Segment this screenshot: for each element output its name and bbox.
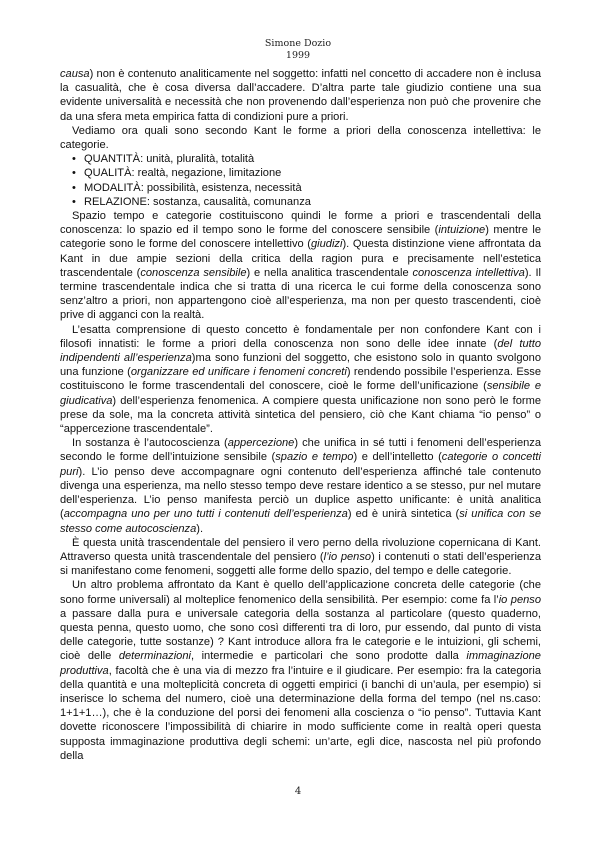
page-header: [0, 38, 596, 62]
italic-text: conoscenza intellettiva: [412, 266, 525, 279]
italic-text: io penso: [498, 593, 541, 606]
italic-text: determinazioni: [118, 650, 191, 663]
text-run: ) e nella analitica trascendentale: [246, 266, 413, 279]
paragraphs-before-list: [60, 67, 541, 152]
text-run: ) che unifica in sé tutti i fenomeni dell’esperienza secondo le forme dell’intuizione sensibile (: [60, 437, 541, 464]
italic-text: conoscenza sensibile: [140, 266, 247, 279]
text-run: , facoltà che è una via di mezzo fra l’intuire e il giudicare. Per esempio: fra la categoria della quantità e una molteplicità concreta di oggetti empirici (i banchi di un’aula, per esempio) si inserisce lo schema del numero, cioè una determinazione della forma del tempo (nel ns.caso: 1+1+1…), che è la conduzione del porsi dei fenomeni alla coscienza o “io penso”. Tuttavia Kant dovette riconoscere l’impossibilità di chiarire in modo sufficiente come in realtà operi questa supposta immaginazione produttiva degli schemi: un’arte, egli dice, nascosta nel più profondo della: [60, 664, 541, 762]
text-run: ). L’io penso deve accompagnare ogni contenuto dell’esperienza affinché tale contenuto divenga una esperienza, ma nello stesso tempo deve restare identico a se stesso, pur nel mutare dell’esperienza. L’io penso manifesta perciò un duplice aspetto unificante: è unità analitica (: [60, 465, 541, 521]
paragraph: [60, 436, 541, 535]
paragraphs-after-list: [60, 209, 541, 763]
header-author: Simone Dozio: [264, 38, 332, 49]
italic-text: spazio e tempo: [275, 451, 354, 464]
text-run: ) e dell’intelletto (: [353, 451, 442, 464]
category-list-item: • QUALITÀ: realtà, negazione, limitazione: [72, 166, 541, 180]
body-text: [60, 67, 541, 763]
text-run: In sostanza è l’autocoscienza (: [72, 437, 228, 450]
text-run: L’esatta comprensione di questo concetto è fondamentale per non confondere Kant con i filosofi innatisti: le forme a priori della conoscenza non sono delle idee innate (: [60, 323, 541, 350]
text-run: ) rendendo possibile l’esperienza. Esse costituiscono le forme trascendentali del conoscere, cioè le forme dell’unificazione (: [60, 366, 541, 393]
category-list-item: • QUANTITÀ: unità, pluralità, totalità: [72, 152, 541, 166]
text-run: , intermedie e particolari che sono prodotte dalla: [190, 650, 467, 663]
italic-text: causa: [60, 68, 90, 80]
italic-text: accompagna uno per uno tutti i contenuti dell’esperienza: [63, 508, 348, 521]
italic-text: l’io penso: [323, 550, 372, 563]
italic-text: categorie o concetti puri: [60, 451, 541, 478]
text-run: a passare dalla pura e universale categoria della sostanza al particolare (questo quaderno, questa penna, questo uomo, che sono così differenti tra di loro, pur essendo, dal punto di vista delle categorie, tutte sostanze) ? Kant introduce allora fra le categorie e le intuizioni, gli schemi, cioè delle: [60, 607, 541, 663]
paragraph: [60, 578, 541, 763]
text-run: ) mentre le categorie sono le forme del conoscere intellettivo (: [60, 224, 541, 251]
italic-text: del tutto indipendenti all’esperienza: [60, 337, 541, 365]
italic-text: immaginazione produttiva: [60, 650, 541, 677]
header-year: 1999: [285, 50, 311, 61]
italic-text: sensibile e giudicativa: [60, 380, 542, 407]
text-run: ) i contenuti o stati dell’esperienza si manifestano come fenomeni, soggetti alle forme dello spazio, del tempo e delle categorie.: [60, 550, 541, 578]
text-run: ) dell’esperienza fenomenica. A compiere questa unificazione non sono però le forme prese da sole, ma la concreta attività sintetica del pensiero, ciò che Kant chiama “io penso” o “appercezione trascendentale”.: [60, 394, 541, 436]
text-run: ).: [196, 522, 204, 535]
text-run: ) ed è unirà sintetica (: [347, 508, 460, 521]
paragraph: [60, 323, 541, 437]
text-run: )ma sono funzioni del soggetto, che esistono solo in quanto svolgono una funzione (: [60, 352, 541, 379]
italic-text: appercezione: [227, 437, 295, 450]
text-run: ). Il termine trascendentale indica che si tratta di una ricerca le cui forme della conoscenza sono senz’altro a priori, non appartengono cioè all’esperienza, ma non per questo trascendenti, cioè prive di agganci con la realtà.: [60, 266, 541, 322]
category-list-item: • RELAZIONE: sostanza, causalità, comunanza: [72, 195, 541, 209]
italic-text: giudizi: [310, 238, 343, 251]
text-run: È questa unità trascendentale del pensiero il vero perno della rivoluzione copernicana di Kant. Attraverso questa unità trascendentale del pensiero (: [60, 536, 541, 563]
italic-text: si unifica con se stesso come autocoscienza: [60, 508, 541, 535]
text-run: ) non è contenuto analiticamente nel soggetto: infatti nel concetto di accadere non è inclusa la casualità, che è cosa diversa dall’accadere. D’altra parte tale giudizio contiene una sua evidente universalità e necessità che non provenendo dall’esperienza non può che provenire che da una sfera meta empirica fatta di condizioni pure a priori.: [60, 68, 541, 123]
paragraph: [60, 67, 541, 124]
text-run: ). Questa distinzione viene affrontata da Kant in due ampie sezioni della critica della ragion pura e precisamente nell’estetica trascendentale (: [60, 238, 541, 279]
text-run: Spazio tempo e categorie costituiscono quindi le forme a priori e trascendentali della conoscenza: lo spazio ed il tempo sono le forme del conoscere sensibile (: [60, 210, 541, 237]
italic-text: intuizione: [438, 224, 486, 237]
page-number: 4: [294, 786, 302, 797]
text-run: Un altro problema affrontato da Kant è quello dell’applicazione concreta delle categorie (che sono forme universali) al molteplice fenomenico della sensibilità. Per esempio: come fa l’: [60, 579, 541, 606]
paragraph: [60, 536, 541, 579]
text-run: Vediamo ora quali sono secondo Kant le forme a priori della conoscenza intellettiva: le categorie.: [60, 124, 541, 152]
paragraph: [60, 209, 541, 323]
categories-list: [60, 152, 541, 209]
category-list-item: • MODALITÀ: possibilità, esistenza, necessità: [72, 181, 541, 195]
italic-text: organizzare ed unificare i fenomeni concreti: [130, 366, 347, 379]
paragraph: [60, 124, 541, 152]
